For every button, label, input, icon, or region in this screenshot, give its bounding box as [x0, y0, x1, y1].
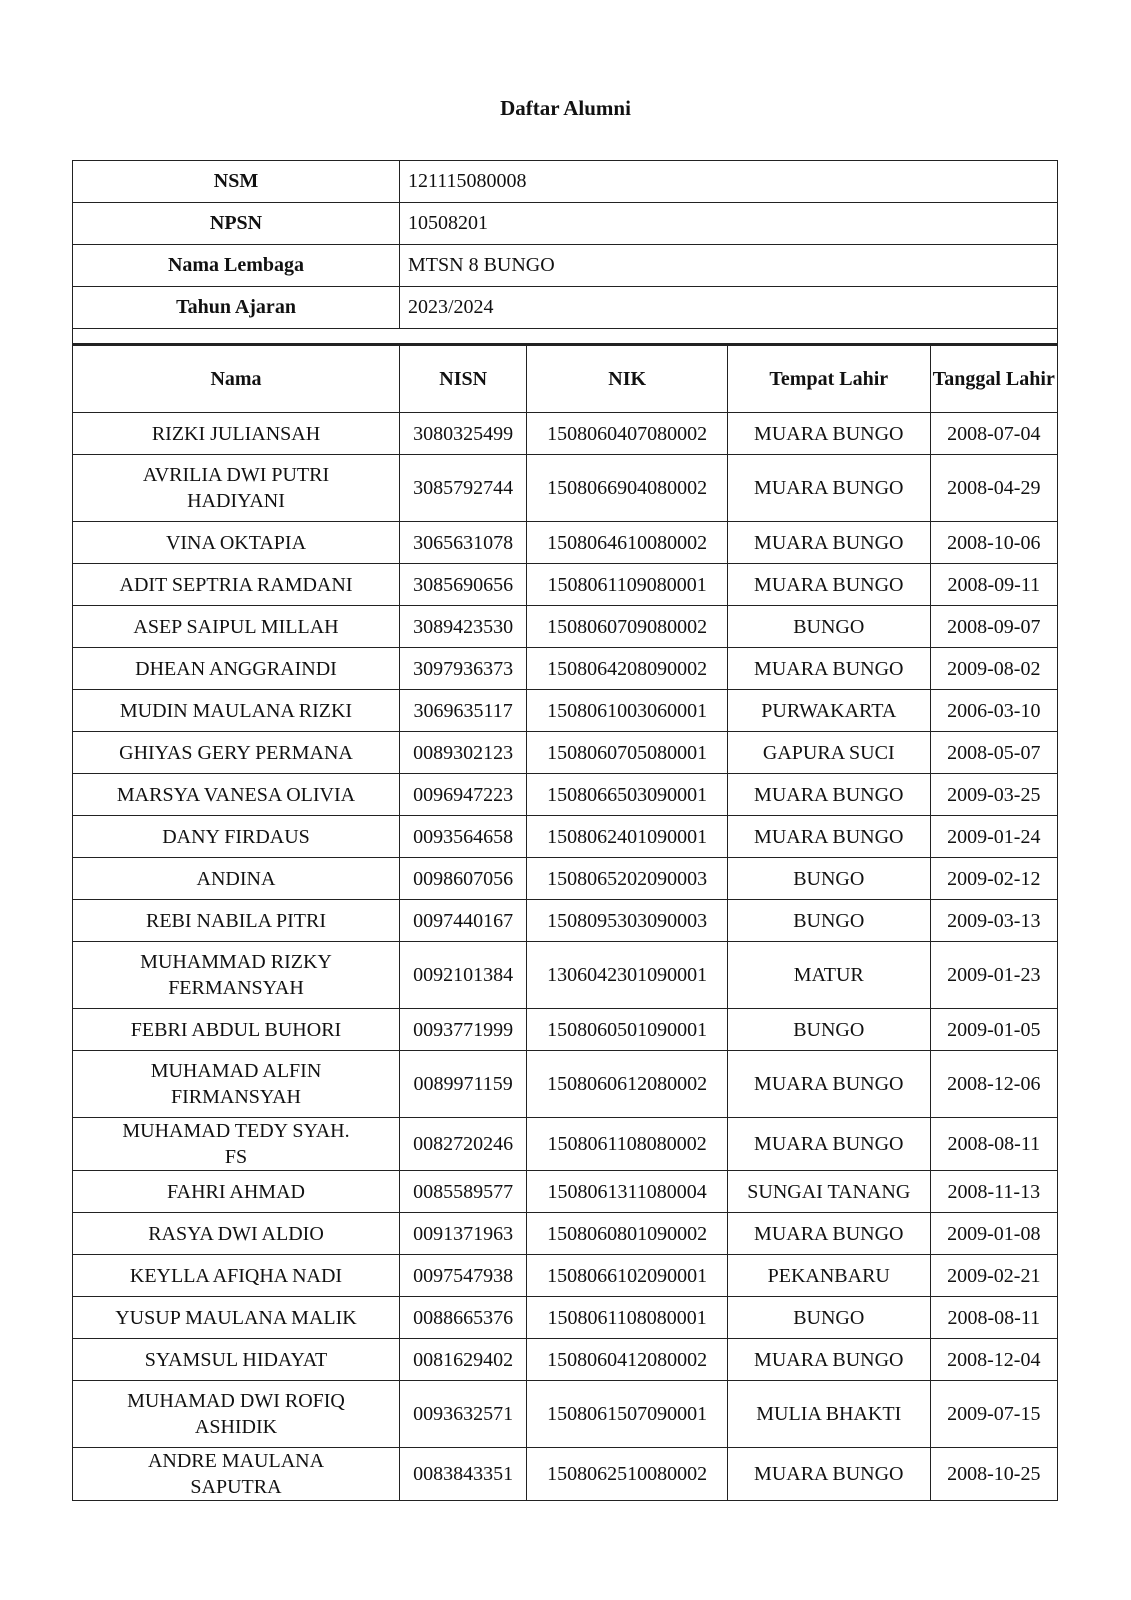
cell-nama: SYAMSUL HIDAYAT: [73, 1339, 400, 1381]
cell-nisn: 0081629402: [399, 1339, 526, 1381]
cell-nik: 1508061311080004: [527, 1171, 728, 1213]
table-row: [73, 564, 1058, 606]
cell-nisn: 0097547938: [399, 1255, 526, 1297]
cell-tempat: MUARA BUNGO: [727, 522, 930, 564]
cell-nisn: 0093771999: [399, 1009, 526, 1051]
cell-nik: 1508062401090001: [527, 816, 728, 858]
cell-nik: 1508066904080002: [527, 455, 728, 522]
cell-tempat: PURWAKARTA: [727, 690, 930, 732]
info-value: 2023/2024: [400, 287, 1058, 329]
cell-nik: 1508066102090001: [527, 1255, 728, 1297]
cell-tanggal: 2009-01-08: [930, 1213, 1057, 1255]
cell-tanggal: 2008-10-06: [930, 522, 1057, 564]
cell-tanggal: 2008-09-11: [930, 564, 1057, 606]
cell-nama: ASEP SAIPUL MILLAH: [73, 606, 400, 648]
cell-nama: REBI NABILA PITRI: [73, 900, 400, 942]
cell-nisn: 3089423530: [399, 606, 526, 648]
column-header: NISN: [399, 346, 526, 413]
info-value: MTSN 8 BUNGO: [400, 245, 1058, 287]
info-value: 121115080008: [400, 161, 1058, 203]
cell-nik: 1508060407080002: [527, 413, 728, 455]
info-row: [73, 245, 1058, 287]
alumni-table: [72, 345, 1058, 1501]
table-header-row: [73, 346, 1058, 413]
cell-nama: FEBRI ABDUL BUHORI: [73, 1009, 400, 1051]
cell-nama: MARSYA VANESA OLIVIA: [73, 774, 400, 816]
info-row: [73, 287, 1058, 329]
cell-nisn: 0092101384: [399, 942, 526, 1009]
cell-nisn: 0083843351: [399, 1448, 526, 1501]
cell-nik: 1508061109080001: [527, 564, 728, 606]
table-row: [73, 858, 1058, 900]
institution-info-table: [72, 160, 1058, 345]
table-row: [73, 1339, 1058, 1381]
column-header: NIK: [527, 346, 728, 413]
cell-nik: 1306042301090001: [527, 942, 728, 1009]
table-row: [73, 690, 1058, 732]
info-label: NSM: [73, 161, 400, 203]
cell-nisn: 0093632571: [399, 1381, 526, 1448]
cell-nama: KEYLLA AFIQHA NADI: [73, 1255, 400, 1297]
table-spacer-row: [73, 329, 1058, 345]
table-row: [73, 413, 1058, 455]
table-row: [73, 648, 1058, 690]
cell-tempat: BUNGO: [727, 1009, 930, 1051]
cell-tanggal: 2009-02-21: [930, 1255, 1057, 1297]
cell-tempat: MULIA BHAKTI: [727, 1381, 930, 1448]
info-row: [73, 161, 1058, 203]
cell-nik: 1508066503090001: [527, 774, 728, 816]
table-row: [73, 1118, 1058, 1171]
cell-nisn: 0093564658: [399, 816, 526, 858]
cell-nisn: 0091371963: [399, 1213, 526, 1255]
cell-nama: MUHAMMAD RIZKY FERMANSYAH: [73, 942, 400, 1009]
cell-nama: DHEAN ANGGRAINDI: [73, 648, 400, 690]
info-label: Tahun Ajaran: [73, 287, 400, 329]
cell-nisn: 0088665376: [399, 1297, 526, 1339]
cell-tanggal: 2008-08-11: [930, 1118, 1057, 1171]
cell-nisn: 0098607056: [399, 858, 526, 900]
info-label: Nama Lembaga: [73, 245, 400, 287]
cell-nisn: 3085792744: [399, 455, 526, 522]
table-row: [73, 1297, 1058, 1339]
cell-tempat: BUNGO: [727, 606, 930, 648]
table-row: [73, 1171, 1058, 1213]
table-row: [73, 816, 1058, 858]
alumni-document: [72, 160, 1058, 1501]
cell-nik: 1508061507090001: [527, 1381, 728, 1448]
cell-tempat: MUARA BUNGO: [727, 1213, 930, 1255]
cell-tempat: MUARA BUNGO: [727, 564, 930, 606]
column-header: Tempat Lahir: [727, 346, 930, 413]
cell-nisn: 0089971159: [399, 1051, 526, 1118]
cell-tempat: MUARA BUNGO: [727, 1118, 930, 1171]
cell-nama: GHIYAS GERY PERMANA: [73, 732, 400, 774]
page-title: Daftar Alumni: [500, 96, 631, 120]
cell-nik: 1508061108080002: [527, 1118, 728, 1171]
cell-nik: 1508095303090003: [527, 900, 728, 942]
column-header: Nama: [73, 346, 400, 413]
cell-tanggal: 2009-07-15: [930, 1381, 1057, 1448]
cell-tanggal: 2009-08-02: [930, 648, 1057, 690]
cell-nama: RIZKI JULIANSAH: [73, 413, 400, 455]
cell-tempat: BUNGO: [727, 1297, 930, 1339]
cell-tempat: MATUR: [727, 942, 930, 1009]
cell-tempat: PEKANBARU: [727, 1255, 930, 1297]
cell-nama: RASYA DWI ALDIO: [73, 1213, 400, 1255]
cell-tanggal: 2008-11-13: [930, 1171, 1057, 1213]
cell-nisn: 3065631078: [399, 522, 526, 564]
cell-nisn: 3085690656: [399, 564, 526, 606]
cell-nik: 1508062510080002: [527, 1448, 728, 1501]
cell-tanggal: 2008-12-06: [930, 1051, 1057, 1118]
cell-tempat: BUNGO: [727, 858, 930, 900]
cell-tanggal: 2009-02-12: [930, 858, 1057, 900]
table-row: [73, 522, 1058, 564]
table-row: [73, 1381, 1058, 1448]
cell-tempat: MUARA BUNGO: [727, 816, 930, 858]
cell-nama: ANDINA: [73, 858, 400, 900]
cell-tanggal: 2008-04-29: [930, 455, 1057, 522]
cell-nisn: 0085589577: [399, 1171, 526, 1213]
cell-nik: 1508064208090002: [527, 648, 728, 690]
cell-tanggal: 2009-03-13: [930, 900, 1057, 942]
cell-tempat: MUARA BUNGO: [727, 648, 930, 690]
info-row: [73, 203, 1058, 245]
cell-tempat: MUARA BUNGO: [727, 774, 930, 816]
cell-nama: MUHAMAD TEDY SYAH. FS: [73, 1118, 400, 1171]
info-value: 10508201: [400, 203, 1058, 245]
cell-nama: ADIT SEPTRIA RAMDANI: [73, 564, 400, 606]
cell-nisn: 3080325499: [399, 413, 526, 455]
cell-tanggal: 2008-05-07: [930, 732, 1057, 774]
cell-nisn: 0097440167: [399, 900, 526, 942]
cell-tanggal: 2008-08-11: [930, 1297, 1057, 1339]
info-label: NPSN: [73, 203, 400, 245]
cell-tempat: GAPURA SUCI: [727, 732, 930, 774]
cell-tanggal: 2008-10-25: [930, 1448, 1057, 1501]
cell-tempat: BUNGO: [727, 900, 930, 942]
cell-nama: MUHAMAD ALFIN FIRMANSYAH: [73, 1051, 400, 1118]
cell-tanggal: 2009-01-24: [930, 816, 1057, 858]
cell-tempat: MUARA BUNGO: [727, 413, 930, 455]
cell-nik: 1508060612080002: [527, 1051, 728, 1118]
cell-nik: 1508061003060001: [527, 690, 728, 732]
cell-nama: AVRILIA DWI PUTRI HADIYANI: [73, 455, 400, 522]
table-row: [73, 1213, 1058, 1255]
cell-tempat: MUARA BUNGO: [727, 1339, 930, 1381]
cell-nik: 1508060709080002: [527, 606, 728, 648]
cell-nisn: 3069635117: [399, 690, 526, 732]
cell-tanggal: 2009-01-23: [930, 942, 1057, 1009]
table-row: [73, 606, 1058, 648]
table-row: [73, 1255, 1058, 1297]
cell-tempat: SUNGAI TANANG: [727, 1171, 930, 1213]
cell-nama: ANDRE MAULANA SAPUTRA: [73, 1448, 400, 1501]
cell-nisn: 3097936373: [399, 648, 526, 690]
cell-nisn: 0089302123: [399, 732, 526, 774]
cell-tanggal: 2009-03-25: [930, 774, 1057, 816]
table-row: [73, 900, 1058, 942]
cell-tanggal: 2009-01-05: [930, 1009, 1057, 1051]
cell-nama: VINA OKTAPIA: [73, 522, 400, 564]
cell-tempat: MUARA BUNGO: [727, 1051, 930, 1118]
table-row: [73, 1051, 1058, 1118]
table-row: [73, 1009, 1058, 1051]
cell-tanggal: 2006-03-10: [930, 690, 1057, 732]
cell-tempat: MUARA BUNGO: [727, 1448, 930, 1501]
cell-nik: 1508060801090002: [527, 1213, 728, 1255]
cell-nama: FAHRI AHMAD: [73, 1171, 400, 1213]
table-row: [73, 1448, 1058, 1501]
cell-nik: 1508060501090001: [527, 1009, 728, 1051]
cell-nama: MUHAMAD DWI ROFIQ ASHIDIK: [73, 1381, 400, 1448]
cell-nisn: 0082720246: [399, 1118, 526, 1171]
table-row: [73, 455, 1058, 522]
cell-nama: DANY FIRDAUS: [73, 816, 400, 858]
table-row: [73, 774, 1058, 816]
cell-nik: 1508061108080001: [527, 1297, 728, 1339]
table-row: [73, 732, 1058, 774]
cell-tempat: MUARA BUNGO: [727, 455, 930, 522]
cell-tanggal: 2008-12-04: [930, 1339, 1057, 1381]
cell-nama: YUSUP MAULANA MALIK: [73, 1297, 400, 1339]
table-row: [73, 942, 1058, 1009]
cell-tanggal: 2008-09-07: [930, 606, 1057, 648]
cell-nik: 1508064610080002: [527, 522, 728, 564]
cell-nik: 1508065202090003: [527, 858, 728, 900]
cell-nisn: 0096947223: [399, 774, 526, 816]
cell-nik: 1508060412080002: [527, 1339, 728, 1381]
cell-nik: 1508060705080001: [527, 732, 728, 774]
column-header: Tanggal Lahir: [930, 346, 1057, 413]
cell-nama: MUDIN MAULANA RIZKI: [73, 690, 400, 732]
cell-tanggal: 2008-07-04: [930, 413, 1057, 455]
